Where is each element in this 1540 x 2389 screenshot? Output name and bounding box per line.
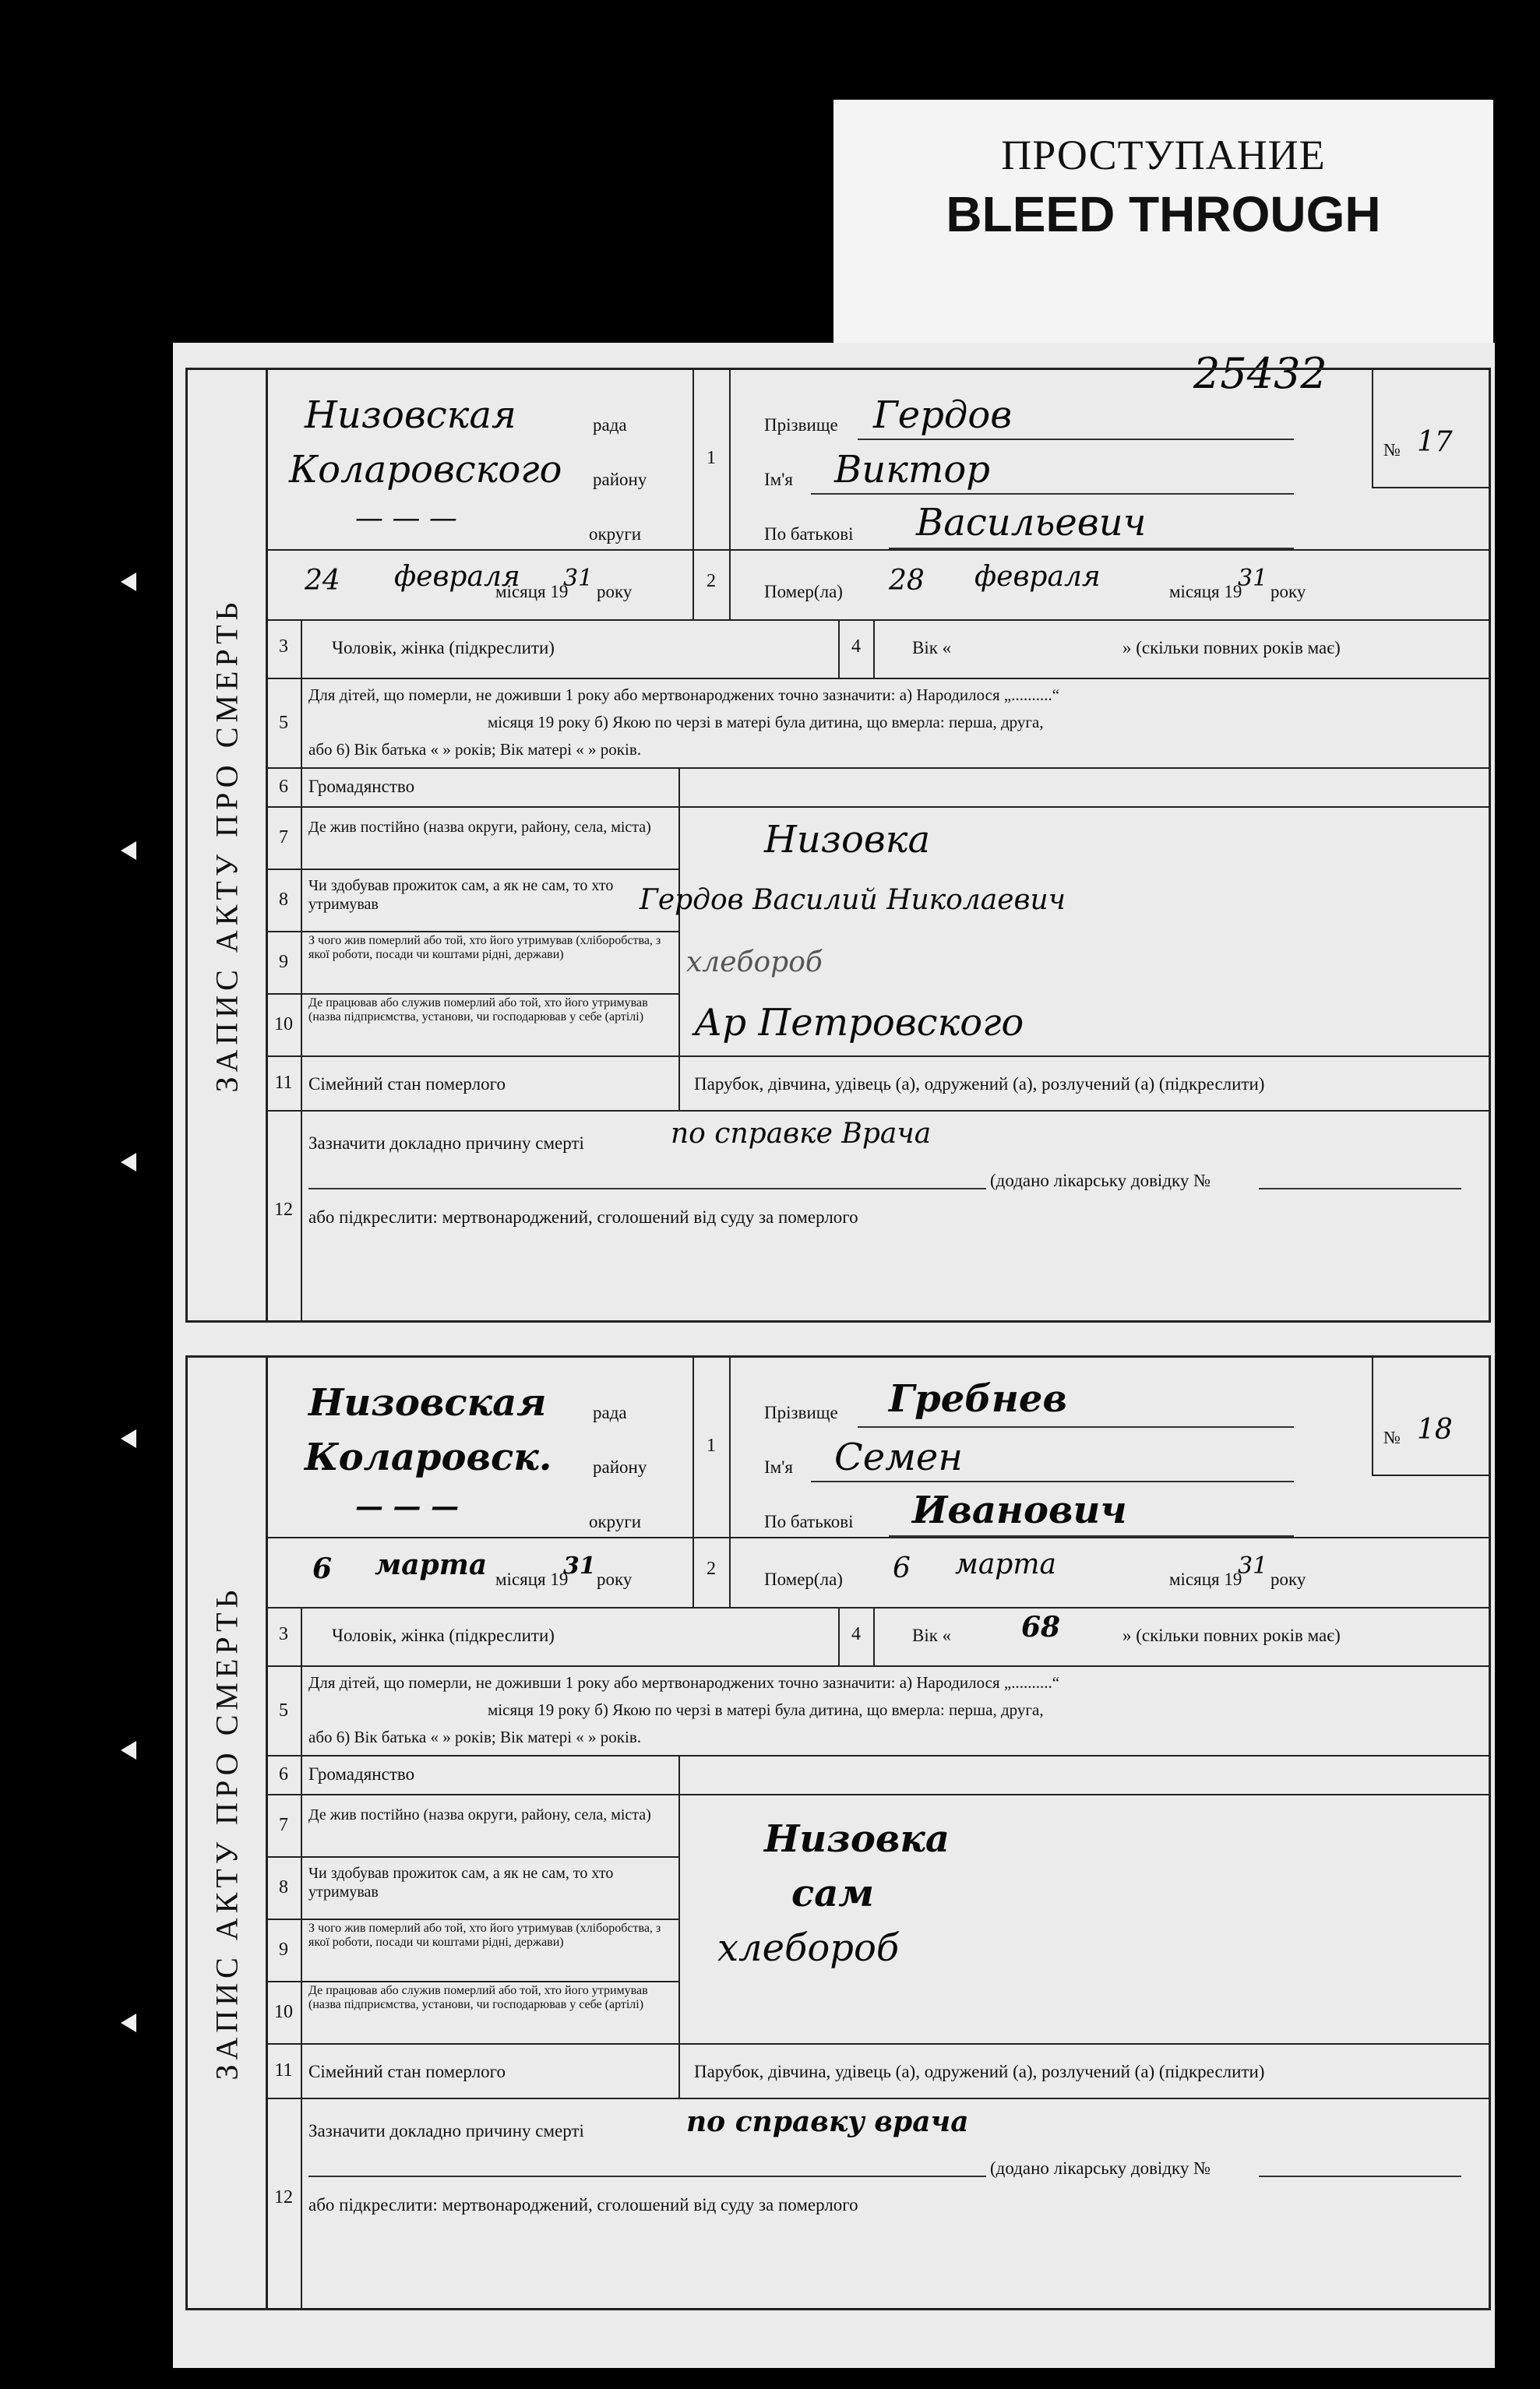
row-num-7: 7: [279, 1815, 288, 1835]
row-num-8: 8: [279, 1877, 288, 1897]
raion-value: Коларовск.: [305, 1436, 552, 1479]
raion-label: району: [593, 1457, 647, 1477]
children-line-1: Для дітей, що померли, не доживши 1 року або мертвонароджених точно зазначити: а) Народилося „..........“: [308, 1673, 1060, 1692]
died-label: Помер(ла): [764, 1570, 843, 1589]
record-number: 18: [1417, 1414, 1453, 1446]
row-num-4: 4: [851, 636, 861, 657]
children-line-1: Для дітей, що померли, не доживши 1 року або мертвонароджених точно зазначити: а) Народилося „..........“: [308, 685, 1060, 704]
row-num-11: 11: [274, 1073, 293, 1093]
cause-label: Зазначити докладно причину смерті: [308, 2121, 584, 2141]
side-title-panel: [188, 370, 268, 1320]
row-num-8: 8: [279, 890, 288, 910]
row-num-5: 5: [279, 1700, 288, 1721]
row-num-6: 6: [279, 1764, 288, 1785]
okrug-value: — — —: [355, 1490, 460, 1523]
cause-value: по справке Врача: [671, 1118, 932, 1150]
children-line-2: місяця 19 року б) Якою по черзі в матері була дитина, що вмерла: перша, друга,: [488, 1700, 1044, 1719]
stillborn-label: або підкреслити: мертвонароджений, сголошений від суду за померлого: [308, 2195, 858, 2215]
death-day: 6: [893, 1552, 911, 1584]
patronymic-label: По батькові: [764, 1512, 854, 1531]
reg-year-label: року: [597, 1570, 633, 1589]
age-label: Вік «: [912, 1626, 952, 1645]
row-num-2: 2: [707, 571, 716, 591]
row-num-12: 12: [274, 2187, 293, 2208]
death-year: 31: [1238, 565, 1268, 592]
rada-value: Низовская: [308, 1381, 547, 1425]
bleed-through-stamp: [833, 100, 1493, 349]
reg-month: февраля: [394, 561, 520, 593]
reg-year-label: року: [597, 582, 633, 601]
death-record-form-2: [185, 1355, 1491, 2310]
marital-label: Сімейний стан померлого: [308, 2062, 506, 2081]
surname-value: Гребнев: [889, 1377, 1067, 1421]
binding-hole-mark: [121, 1153, 136, 1172]
sheet-number: 25432: [1193, 349, 1327, 398]
row-num-4: 4: [851, 1624, 861, 1644]
okrug-label: округи: [589, 1512, 642, 1531]
name-value: Виктор: [834, 448, 990, 492]
children-line-3: або 6) Вік батька « » років; Вік матері « » років.: [308, 740, 642, 759]
sex-label: Чоловік, жінка (підкреслити): [332, 1626, 555, 1645]
binding-hole-mark: [121, 573, 136, 591]
surname-label: Прізвище: [764, 1403, 838, 1422]
residence-label: Де жив постійно (назва округи, району, села, міста): [308, 819, 651, 836]
died-label: Помер(ла): [764, 582, 843, 601]
source-label: З чого жив померлий або той, хто його утримував (хліборобства, з якої роботи, посади чи коштами рідні, держави): [308, 934, 661, 961]
surname-label: Прізвище: [764, 415, 838, 435]
children-line-2: місяця 19 року б) Якою по черзі в матері була дитина, що вмерла: перша, друга,: [488, 713, 1044, 731]
workplace-label: Де працював або служив померлий або той, хто його утримував (назва підприємства, установи, чи господарював у себе (артілі): [308, 1984, 648, 2011]
cert-label: (додано лікарську довідку №: [990, 1171, 1211, 1190]
surname-value: Гердов: [873, 393, 1013, 437]
livelihood-label: Чи здобував прожиток сам, а як не сам, то хто утримував: [308, 877, 614, 913]
marital-options: Парубок, дівчина, удівець (а), одружений (а), розлучений (а) (підкреслити): [694, 2062, 1265, 2081]
residence-value: Низовка: [764, 818, 931, 862]
marital-label: Сімейний стан померлого: [308, 1074, 506, 1094]
number-label: №: [1383, 1428, 1401, 1447]
row-num-3: 3: [279, 636, 288, 657]
reg-month-label: місяця 19: [495, 1570, 569, 1589]
row-num-1: 1: [707, 1436, 716, 1456]
reg-year: 31: [563, 565, 594, 592]
citizenship-label: Громадянство: [308, 777, 415, 796]
source-label: З чого жив померлий або той, хто його утримував (хліборобства, з якої роботи, посади чи коштами рідні, держави): [308, 1922, 661, 1949]
death-year-label: року: [1270, 582, 1306, 601]
row-num-7: 7: [279, 827, 288, 847]
side-title: ЗАПИС АКТУ ПРО СМЕРТЬ: [209, 597, 245, 1093]
patronymic-label: По батькові: [764, 524, 854, 544]
death-year: 31: [1238, 1552, 1268, 1580]
age-value: 68: [1021, 1611, 1061, 1644]
row-num-2: 2: [707, 1559, 716, 1579]
binding-hole-mark: [121, 1741, 136, 1760]
sex-label: Чоловік, жінка (підкреслити): [332, 638, 555, 657]
binding-hole-mark: [121, 2014, 136, 2032]
rada-label: рада: [593, 1403, 627, 1422]
livelihood-value: сам: [791, 1872, 874, 1915]
marital-options: Парубок, дівчина, удівець (а), одружений (а), розлучений (а) (підкреслити): [694, 1074, 1265, 1094]
row-num-12: 12: [274, 1200, 293, 1220]
reg-day: 24: [305, 565, 340, 597]
stillborn-label: або підкреслити: мертвонароджений, сголошений від суду за померлого: [308, 1207, 858, 1227]
patronymic-value: Иванович: [912, 1489, 1127, 1532]
record-number: 17: [1417, 426, 1453, 458]
cause-label: Зазначити докладно причину смерті: [308, 1133, 584, 1153]
number-label: №: [1383, 440, 1401, 460]
name-label: Ім'я: [764, 1457, 793, 1477]
cause-value: по справку врача: [686, 2105, 969, 2138]
row-num-1: 1: [707, 448, 716, 468]
cert-label: (додано лікарську довідку №: [990, 2158, 1211, 2178]
death-record-form-1: [185, 368, 1491, 1323]
reg-month: марта: [375, 1549, 488, 1581]
binding-hole-mark: [121, 1429, 136, 1448]
row-num-10: 10: [274, 2002, 293, 2022]
death-month-label: місяця 19: [1169, 582, 1242, 601]
binding-hole-mark: [121, 841, 136, 860]
patronymic-value: Васильевич: [916, 501, 1147, 544]
row-num-11: 11: [274, 2060, 293, 2081]
name-label: Ім'я: [764, 470, 793, 489]
document-sheet: [173, 343, 1495, 2368]
death-day: 28: [889, 565, 925, 597]
name-value: Семен: [834, 1436, 963, 1479]
row-num-9: 9: [279, 1940, 288, 1960]
row-num-6: 6: [279, 777, 288, 797]
raion-value: Коларовского: [289, 448, 562, 492]
citizenship-label: Громадянство: [308, 1764, 415, 1784]
residence-value: Низовка: [764, 1817, 950, 1861]
source-value: хлебороб: [686, 946, 823, 978]
livelihood-label: Чи здобував прожиток сам, а як не сам, то хто утримував: [308, 1865, 614, 1901]
side-title-panel: [188, 1358, 268, 2308]
death-month: марта: [955, 1549, 1056, 1580]
stamp-line-ru: ПРОСТУПАНИЕ: [1001, 132, 1326, 178]
row-num-10: 10: [274, 1014, 293, 1034]
row-num-5: 5: [279, 713, 288, 733]
stamp-line-en: BLEED THROUGH: [946, 186, 1381, 242]
row-num-9: 9: [279, 952, 288, 972]
side-title: ЗАПИС АКТУ ПРО СМЕРТЬ: [209, 1585, 245, 2081]
death-year-label: року: [1270, 1570, 1306, 1589]
reg-month-label: місяця 19: [495, 582, 569, 601]
source-value: хлебороб: [717, 1926, 900, 1970]
livelihood-value: Гердов Василий Николаевич: [640, 884, 1066, 916]
death-month: февраля: [974, 561, 1101, 593]
row-num-3: 3: [279, 1624, 288, 1644]
workplace-label: Де працював або служив померлий або той, хто його утримував (назва підприємства, установи, чи господарював у себе (артілі): [308, 996, 648, 1024]
reg-year: 31: [563, 1552, 596, 1580]
okrug-label: округи: [589, 524, 642, 544]
death-month-label: місяця 19: [1169, 1570, 1242, 1589]
reg-day: 6: [312, 1552, 333, 1585]
okrug-value: — — —: [355, 502, 457, 534]
age-tail: » (скільки повних років має): [1122, 1626, 1341, 1645]
workplace-value: Ар Петровского: [694, 1001, 1024, 1045]
rada-label: рада: [593, 415, 627, 435]
age-tail: » (скільки повних років має): [1122, 638, 1341, 657]
raion-label: району: [593, 470, 647, 489]
rada-value: Низовская: [305, 393, 516, 437]
age-label: Вік «: [912, 638, 952, 657]
residence-label: Де жив постійно (назва округи, району, села, міста): [308, 1806, 651, 1823]
children-line-3: або 6) Вік батька « » років; Вік матері « » років.: [308, 1728, 642, 1746]
